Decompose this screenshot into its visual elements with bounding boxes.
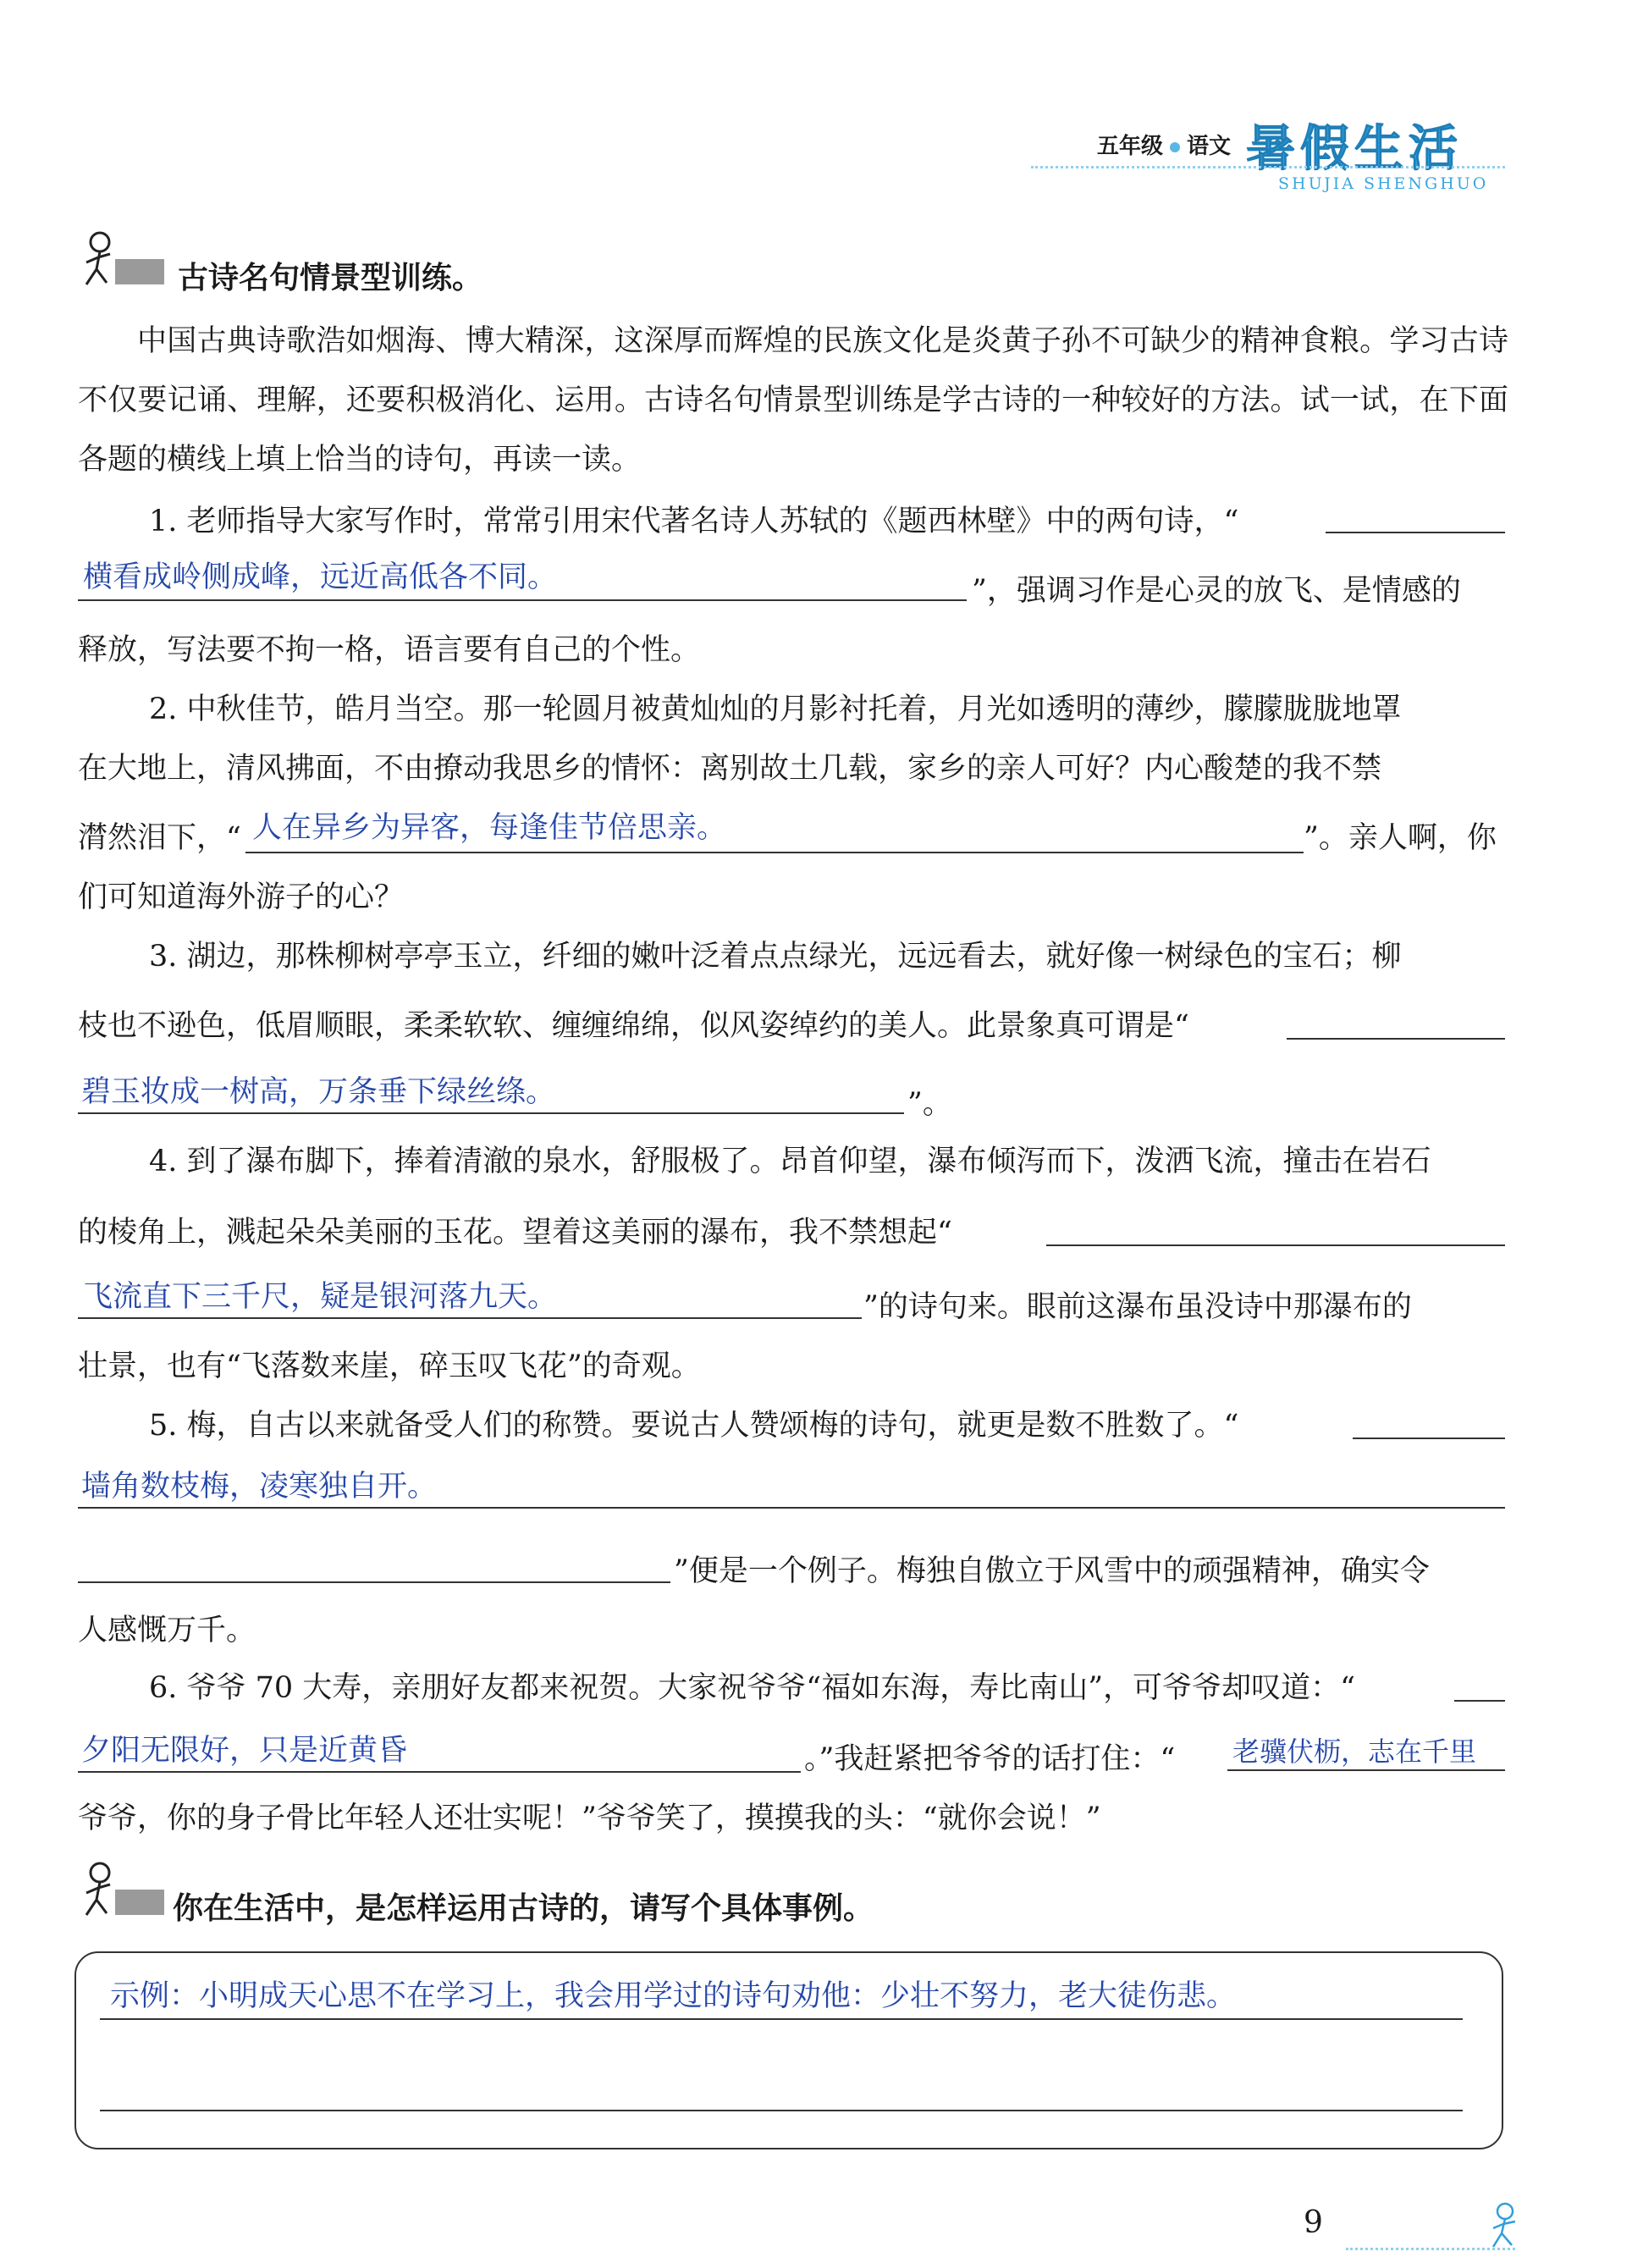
header-grade-subject: [1097, 129, 1231, 160]
answer-box-line-2: [100, 2110, 1463, 2111]
q6-blank-2: [78, 1771, 801, 1773]
q5-line-4: 人感慨万千。: [78, 1614, 256, 1647]
q4-blank-2: [78, 1317, 862, 1319]
q5-blank-1: [1353, 1438, 1505, 1439]
q1-blank-1: [1326, 532, 1505, 533]
section-2-title: 你在生活中，是怎样运用古诗的，请写个具体事例。: [173, 1891, 874, 1926]
q2-line-2: 在大地上，清风拂面，不由撩动我思乡的情怀：离别故土几载，家乡的亲人可好？内心酸楚的我不禁: [78, 752, 1382, 786]
q3-blank-1: [1287, 1038, 1505, 1040]
q3-blank-2: [78, 1112, 904, 1114]
q6-answer-1: 夕阳无限好，只是近黄昏: [81, 1734, 408, 1768]
q5-blank-2: [78, 1507, 1505, 1509]
q4-blank-1: [1046, 1244, 1505, 1246]
q4-line-1: 4. 到了瀑布脚下，捧着清澈的泉水，舒服极了。昂首仰望，瀑布倾泻而下，泼洒飞流，撞击在岩石: [149, 1145, 1431, 1178]
q1-line-1: 1. 老师指导大家写作时，常常引用宋代著名诗人苏轼的《题西林壁》中的两句诗，“: [149, 505, 1239, 538]
q2-blank: [245, 852, 1304, 853]
q6-line-1: 6. 爷爷 70 大寿，亲朋好友都来祝贺。大家祝爷爷“福如东海，寿比南山”，可爷爷却叹道：“: [149, 1671, 1355, 1705]
answer-box-line-1: [100, 2018, 1463, 2020]
grade-label: 五年级: [1097, 134, 1164, 159]
q4-line-4: 壮景，也有“飞落数来崖，碎玉叹飞花”的奇观。: [78, 1349, 701, 1383]
q6-line-3: 爷爷，你的身子骨比年轻人还壮实呢！”爷爷笑了，摸摸我的头：“就你会说！”: [78, 1802, 1101, 1835]
running-kid-icon: [78, 1859, 166, 1922]
q1-answer: 横看成岭侧成峰，远近高低各不同。: [83, 560, 558, 594]
page-number: 9: [1304, 2205, 1323, 2240]
q5-blank-3: [78, 1581, 670, 1583]
q5-answer: 墙角数枝梅，凌寒独自开。: [81, 1470, 438, 1504]
q6-blank-1: [1454, 1700, 1505, 1702]
q6-line-2: 。”我赶紧把爷爷的话打住：“: [804, 1742, 1176, 1776]
q3-line-3: ”。: [907, 1087, 952, 1121]
q6-blank-3: [1227, 1769, 1505, 1771]
q4-answer: 飞流直下三千尺，疑是银河落九天。: [83, 1280, 558, 1314]
q2-line-3-end: ”。亲人啊，你: [1304, 821, 1497, 855]
intro-text: 中国古典诗歌浩如烟海、博大精深，这深厚而辉煌的民族文化是炎黄子孙不可缺少的精神食粮。学习古诗不仅要记诵、理解，还要积极消化、运用。古诗名句情景型训练是学古诗的一种较好的方法。试一试，在下面各题的横线上填上恰当的诗句，再读一读。: [78, 324, 1508, 477]
q1-blank-2: [78, 599, 967, 601]
q2-line-4: 们可知道海外游子的心？: [78, 880, 405, 914]
q3-line-2: 枝也不逊色，低眉顺眼，柔柔软软、缠缠绵绵，似风姿绰约的美人。此景象真可谓是“: [78, 1009, 1189, 1043]
q2-line-3-start: 潸然泪下，“: [78, 821, 241, 855]
q5-line-1: 5. 梅，自古以来就备受人们的称赞。要说古人赞颂梅的诗句，就更是数不胜数了。“: [149, 1409, 1239, 1443]
q2-answer: 人在异乡为异客，每逢佳节倍思亲。: [252, 811, 727, 845]
q6-answer-2: 老骥伏枥，志在千里: [1232, 1735, 1477, 1768]
subject-label: 语文: [1187, 134, 1232, 159]
running-kid-icon: [1471, 2201, 1530, 2254]
q1-line-2: ”，强调习作是心灵的放飞、是情感的: [972, 574, 1461, 608]
q5-line-3: ”便是一个例子。梅独自傲立于风雪中的顽强精神，确实令: [674, 1554, 1430, 1588]
header-dotted-rule: [1031, 166, 1505, 168]
separator-dot-icon: [1170, 142, 1180, 152]
q2-line-1: 2. 中秋佳节，皓月当空。那一轮圆月被黄灿灿的月影衬托着，月光如透明的薄纱，朦朦胧胧地罩: [149, 693, 1402, 726]
q1-line-3: 释放，写法要不拘一格，语言要有自己的个性。: [78, 633, 701, 667]
section-2-answer: 示例：小明成天心思不在学习上，我会用学过的诗句劝他：少壮不努力，老大徒伤悲。: [110, 1979, 1237, 2013]
book-logo-pinyin: SHUJIA SHENGHUO: [1278, 174, 1489, 193]
section-1-title: 古诗名句情景型训练。: [178, 261, 483, 295]
intro-paragraph: [78, 312, 1508, 489]
q3-line-1: 3. 湖边，那株柳树亭亭玉立，纤细的嫩叶泛着点点绿光，远远看去，就好像一树绿色的宝石；柳: [149, 940, 1402, 974]
q4-line-2: 的棱角上，溅起朵朵美丽的玉花。望着这美丽的瀑布，我不禁想起“: [78, 1216, 952, 1250]
book-logo: 暑假生活: [1246, 119, 1464, 177]
q4-line-3: ”的诗句来。眼前这瀑布虽没诗中那瀑布的: [863, 1290, 1412, 1324]
q3-answer: 碧玉妆成一树高，万条垂下绿丝绦。: [81, 1075, 556, 1109]
running-kid-icon: [78, 229, 166, 291]
